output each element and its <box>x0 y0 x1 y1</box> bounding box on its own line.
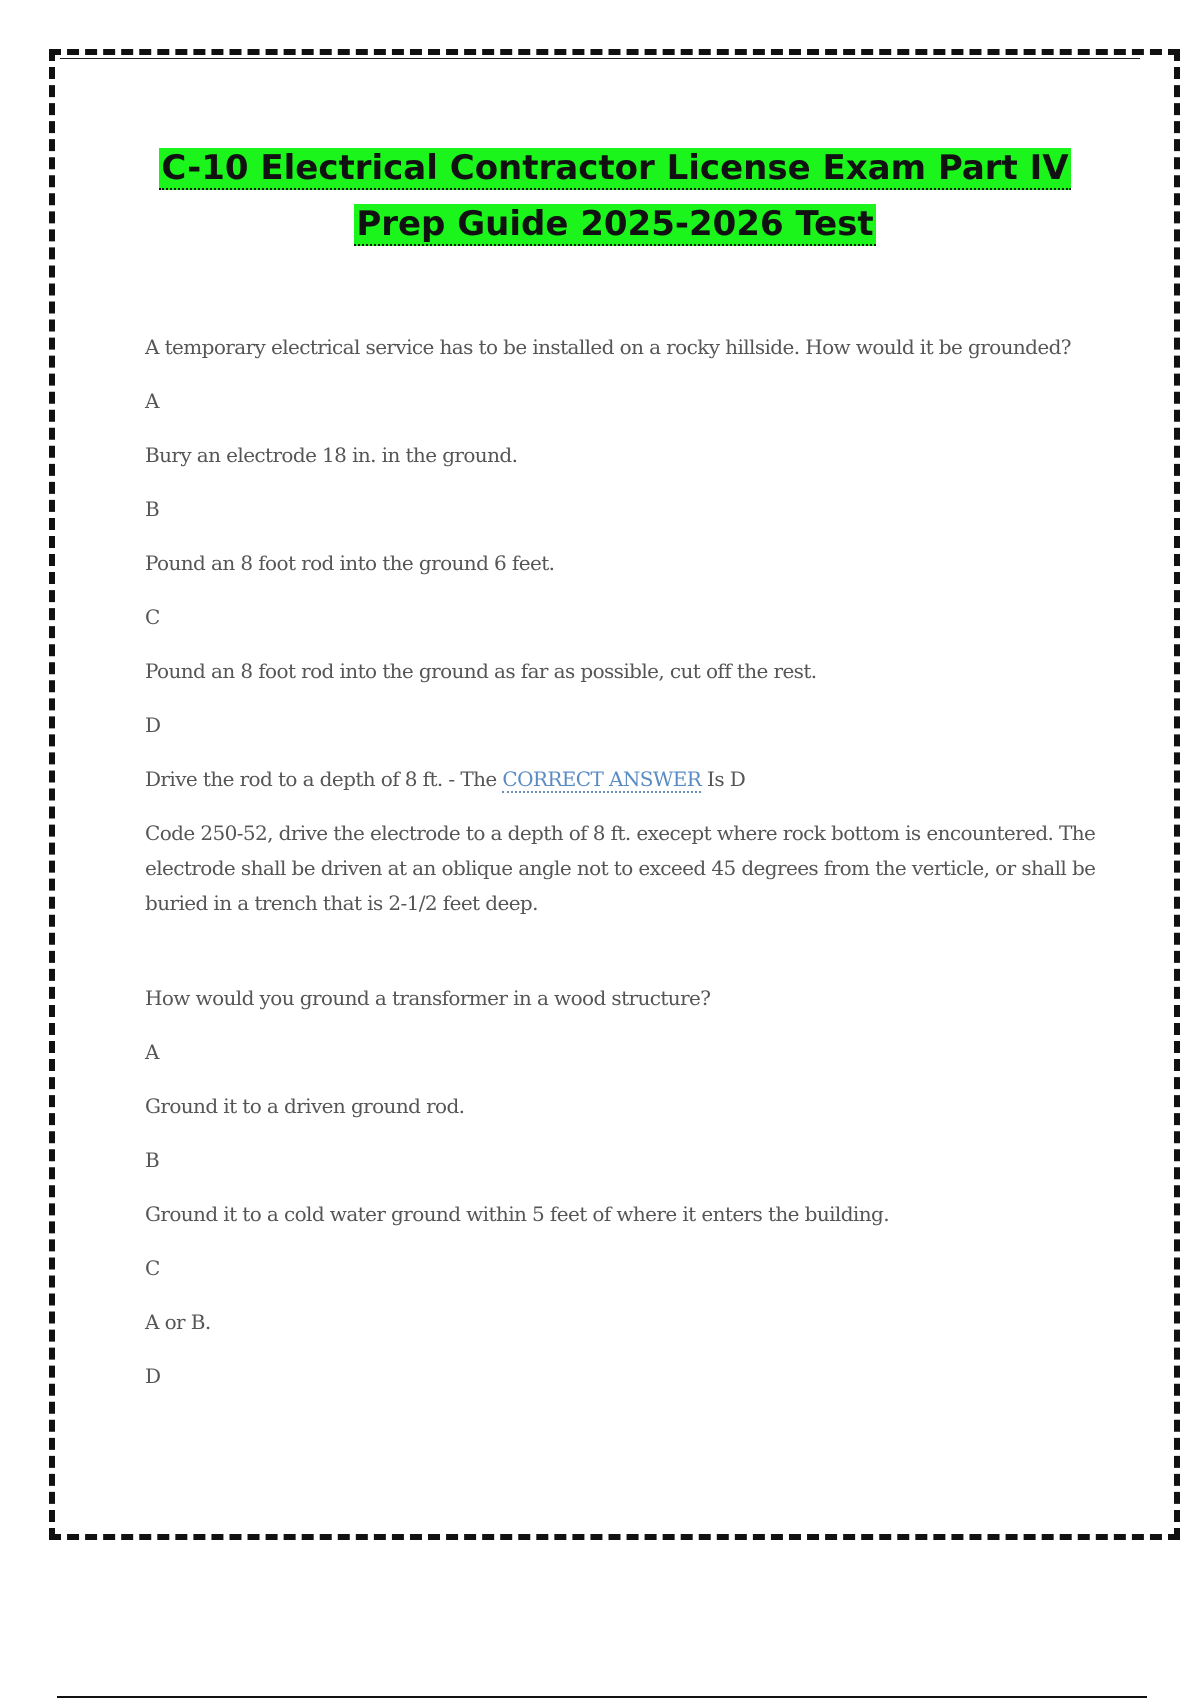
option-text: Drive the rod to a depth of 8 ft. - The <box>145 767 497 791</box>
question-spacer <box>145 941 1105 981</box>
option-letter: C <box>145 1256 160 1280</box>
option-letter: D <box>145 1364 161 1388</box>
question-text: A temporary electrical service has to be installed on a rocky hillside. How would it be grounded? <box>145 335 1071 359</box>
footer-rule <box>57 1696 1147 1698</box>
document-title <box>100 140 1130 252</box>
title-line-1: C-10 Electrical Contractor License Exam Part IV <box>161 148 1069 188</box>
option-text: Pound an 8 foot rod into the ground as far as possible, cut off the rest. <box>145 659 817 683</box>
document-body <box>145 330 1105 1413</box>
option-letter: C <box>145 605 160 629</box>
option-text: Ground it to a driven ground rod. <box>145 1094 465 1118</box>
option-letter: A <box>145 1040 159 1064</box>
option-text: Ground it to a cold water ground within 5 feet of where it enters the building. <box>145 1202 889 1226</box>
answer-suffix: Is D <box>707 767 746 791</box>
question-text: How would you ground a transformer in a wood structure? <box>145 986 711 1010</box>
header-rule <box>60 58 1140 59</box>
option-letter: B <box>145 497 160 521</box>
option-text: Pound an 8 foot rod into the ground 6 feet. <box>145 551 555 575</box>
option-text: A or B. <box>145 1310 211 1334</box>
option-letter: D <box>145 713 161 737</box>
option-letter: A <box>145 389 159 413</box>
title-line-2: Prep Guide 2025-2026 Test <box>356 204 874 244</box>
correct-answer-link[interactable]: CORRECT ANSWER <box>502 767 702 791</box>
answer-line <box>145 762 1105 796</box>
explanation-text: Code 250-52, drive the electrode to a depth of 8 ft. execept where rock bottom is encountered. The electrode shall be driven at an oblique angle not to exceed 45 degrees from the verticle, or shall be buried in a trench that is 2-1/2 feet deep. <box>145 821 1096 915</box>
option-letter: B <box>145 1148 160 1172</box>
option-text: Bury an electrode 18 in. in the ground. <box>145 443 518 467</box>
